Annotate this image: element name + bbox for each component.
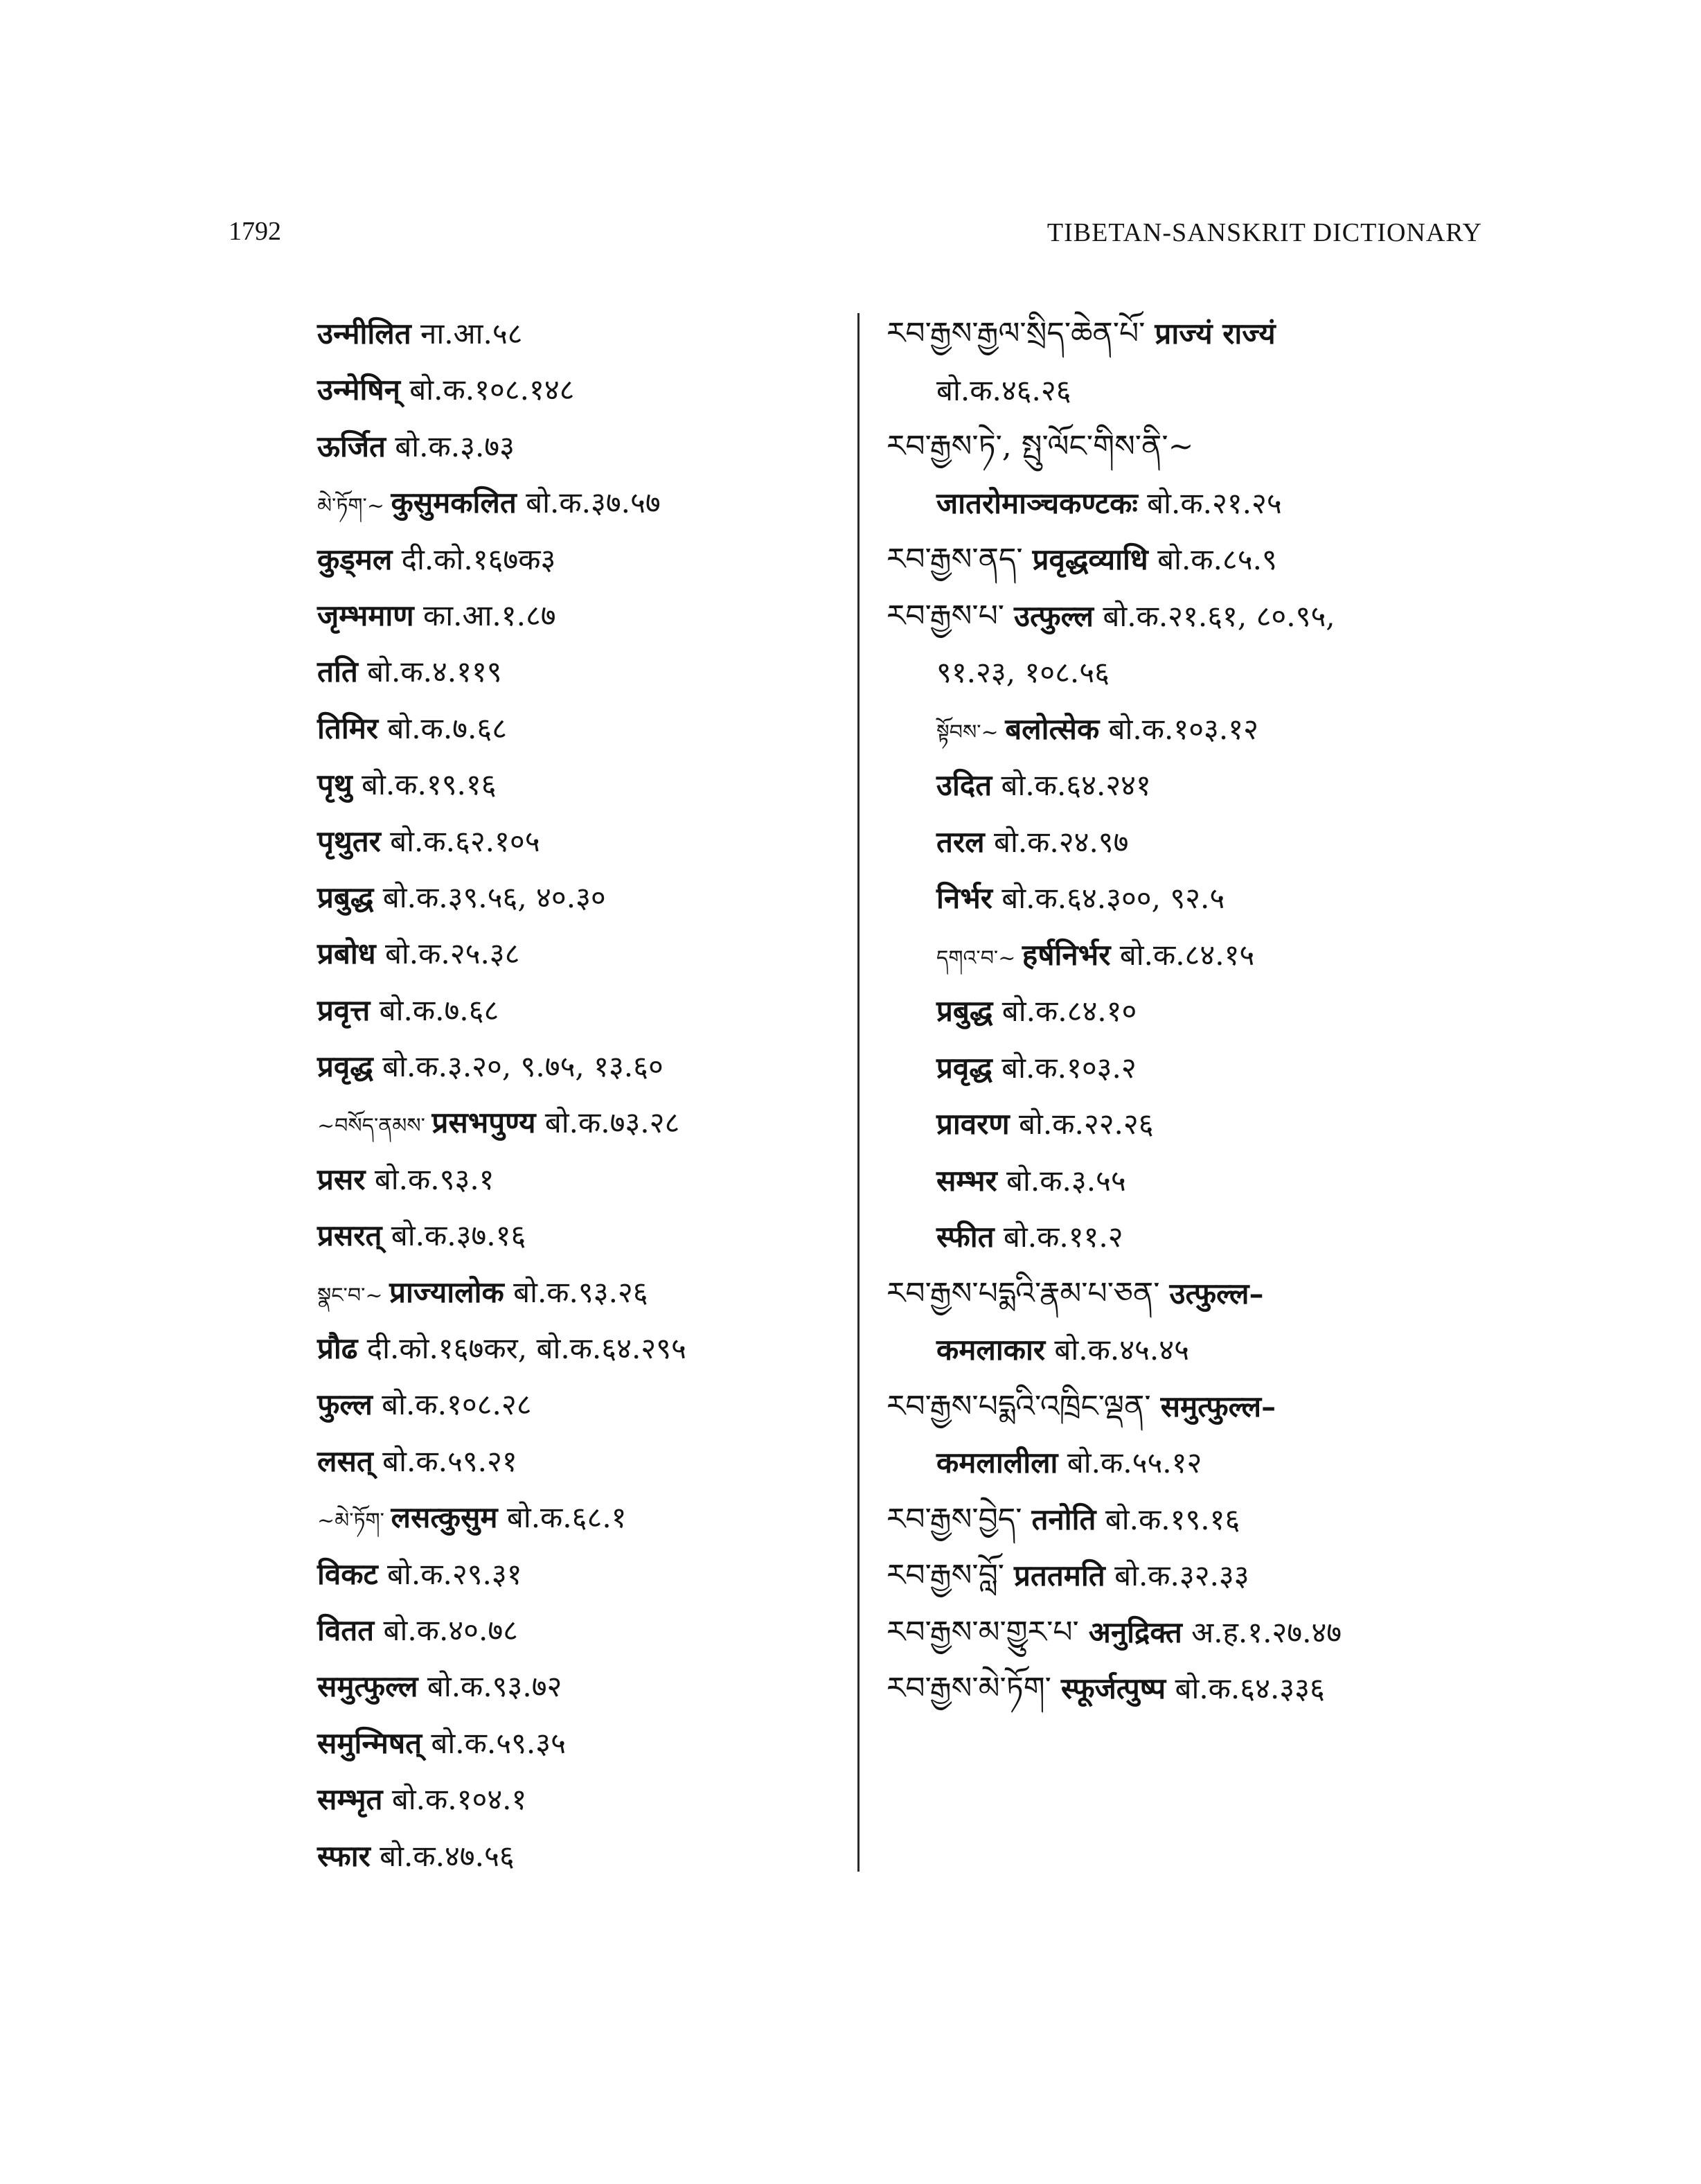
source-reference: बो.क.३२.३३	[1105, 1559, 1249, 1592]
dictionary-entry	[887, 1220, 1496, 1280]
dictionary-entry	[887, 598, 1496, 659]
source-reference: बो.क.२१.६१, ८०.९५,	[1094, 598, 1335, 633]
source-reference: बो.क.७३.२८	[535, 1106, 680, 1140]
sanskrit-headword: हर्षनिर्भर	[1022, 937, 1111, 972]
dictionary-entry	[317, 767, 830, 827]
sanskrit-headword: ऊर्जित	[317, 429, 386, 463]
dictionary-entry	[317, 1444, 830, 1504]
tibetan-term: རབ་རྒྱས་རྒྱལ་སྲིད་ཆེན་པོ་	[887, 316, 1155, 351]
sanskrit-headword: उन्मीलित	[317, 317, 411, 350]
sanskrit-headword: स्फार	[317, 1838, 371, 1873]
sanskrit-headword: प्रबुद्ध	[317, 880, 374, 914]
source-reference: बो.क.३.२०, ९.७५, १३.६०	[373, 1049, 664, 1084]
source-reference: बो.क.३७.५७	[516, 486, 661, 520]
source-reference: बो.क.१०४.१	[382, 1782, 527, 1817]
tibetan-term: རབ་རྒྱས་ནད་	[887, 542, 1033, 577]
dictionary-entry	[317, 429, 830, 489]
dictionary-entry	[317, 936, 830, 996]
dictionary-entry	[317, 1838, 830, 1899]
sanskrit-headword: जातरोमाञ्चकण्टकः	[936, 486, 1138, 520]
sanskrit-headword: विकट	[317, 1556, 378, 1591]
sanskrit-headword: तरल	[936, 824, 985, 859]
dictionary-entry	[887, 1501, 1496, 1563]
column-rule	[857, 313, 860, 1872]
dictionary-entry	[317, 1613, 830, 1673]
running-head: TIBETAN-SANSKRIT DICTIONARY	[1047, 218, 1482, 247]
dictionary-entry	[317, 880, 830, 940]
dictionary-entry	[317, 1106, 830, 1165]
dictionary-entry	[317, 1275, 830, 1335]
sanskrit-headword: प्रावरण	[936, 1107, 1010, 1141]
dictionary-entry	[887, 1558, 1496, 1619]
source-reference: ९१.२३, १०८.५६	[936, 655, 1110, 689]
dictionary-entry	[887, 711, 1496, 772]
tibetan-term: རབ་རྒྱས་པདྨའི་འཁྲིང་ལྡན་	[887, 1388, 1161, 1424]
left-column	[317, 317, 830, 1899]
source-reference: बो.क.४०.७८	[374, 1613, 519, 1647]
sanskrit-headword: प्रवृद्धव्याधि	[1032, 542, 1148, 576]
sanskrit-headword: पृथु	[317, 767, 353, 802]
source-reference: बो.क.६८.१	[497, 1500, 627, 1535]
source-reference: बो.क.१०३.१२	[1099, 711, 1258, 746]
source-reference: बो.क.६४.३३६	[1166, 1671, 1325, 1705]
source-reference: बो.क.९३.२६	[504, 1275, 648, 1309]
dictionary-entry	[887, 1388, 1496, 1450]
source-reference: बो.क.३.७३	[385, 429, 515, 463]
source-reference: बो.क.२१.२५	[1137, 486, 1282, 520]
dictionary-entry	[317, 1162, 830, 1222]
tibetan-prefix: སྣང་བ་~	[317, 1283, 390, 1308]
dictionary-entry	[887, 542, 1496, 603]
dictionary-entry	[887, 768, 1496, 828]
sanskrit-headword: जृम्भमाण	[317, 598, 414, 632]
sanskrit-headword: अनुद्रिक्त	[1088, 1615, 1182, 1649]
dictionary-entry	[887, 1614, 1496, 1676]
dictionary-entry	[887, 994, 1496, 1054]
tibetan-term: རབ་རྒྱས་བློ་	[887, 1558, 1015, 1593]
tibetan-term: རབ་རྒྱས་མ་གྱུར་པ་	[887, 1614, 1089, 1650]
dictionary-entry	[317, 1218, 830, 1278]
sanskrit-headword: लसत्	[317, 1444, 373, 1478]
source-reference: दी.को.१६७क३	[392, 542, 556, 576]
dictionary-entry	[317, 1500, 830, 1560]
source-reference: बो.क.११.२	[994, 1220, 1123, 1254]
sanskrit-headword: समुत्फुल्ल	[317, 1669, 418, 1704]
tibetan-prefix: ~མེ་ཏོག་	[317, 1509, 391, 1534]
sanskrit-headword: कमलालीला	[936, 1446, 1058, 1480]
source-reference: बो.क.१०८.२८	[372, 1387, 532, 1422]
sanskrit-headword: फुल्ल	[317, 1387, 373, 1422]
tibetan-term: རབ་རྒྱས་མེ་ཏོག་	[887, 1671, 1061, 1706]
source-reference: बो.क.३.५५	[997, 1163, 1126, 1198]
dictionary-entry	[887, 316, 1496, 377]
dictionary-entry	[317, 1669, 830, 1729]
source-reference: बो.क.६४.२४१	[992, 768, 1151, 802]
sanskrit-headword: प्रसर	[317, 1162, 366, 1196]
dictionary-entry	[317, 486, 830, 545]
sanskrit-headword: वितत	[317, 1613, 375, 1647]
sanskrit-headword: प्रबोध	[317, 936, 376, 971]
source-reference: बो.क.४५.४५	[1045, 1333, 1189, 1367]
source-reference: दी.को.१६७कर, बो.क.६४.२९५	[357, 1331, 686, 1366]
sanskrit-headword: निर्भर	[936, 881, 992, 915]
sanskrit-headword: तिमिर	[317, 711, 378, 745]
sanskrit-headword: प्रसभपुण्य	[431, 1106, 536, 1140]
source-reference: बो.क.१९.१६	[1096, 1502, 1240, 1536]
source-reference: बो.क.५९.३५	[422, 1725, 566, 1760]
source-reference: बो.क.३९.५६, ४०.३०	[373, 880, 606, 914]
dictionary-entry	[887, 824, 1496, 885]
source-reference: अ.ह.१.२७.४७	[1182, 1615, 1342, 1649]
dictionary-entry	[317, 1782, 830, 1842]
dictionary-entry	[317, 824, 830, 884]
dictionary-entry	[887, 1163, 1496, 1224]
tibetan-prefix: མེ་ཏོག་~	[317, 494, 391, 519]
sanskrit-headword: प्रसरत्	[317, 1218, 382, 1253]
dictionary-entry	[317, 1387, 830, 1447]
tibetan-term: རབ་རྒྱས་ཏེ་, སྤུ་ལོང་གིས་ནི་~	[887, 429, 1194, 464]
sanskrit-headword: उत्फुल्ल	[1014, 598, 1094, 633]
sanskrit-headword: बलोत्सेक	[1005, 711, 1100, 746]
source-reference: बो.क.१९.१६	[352, 767, 497, 802]
dictionary-entry	[887, 881, 1496, 941]
sanskrit-headword: उदित	[936, 768, 992, 802]
source-reference: बो.क.३७.१६	[382, 1218, 526, 1253]
source-reference: बो.क.५९.२१	[373, 1444, 517, 1478]
source-reference: बो.क.७.६८	[370, 993, 499, 1027]
dictionary-entry	[317, 373, 830, 432]
sanskrit-headword: उत्फुल्ल–	[1169, 1276, 1264, 1311]
sanskrit-headword: तति	[317, 655, 358, 689]
dictionary-entry	[317, 993, 830, 1053]
dictionary-entry	[887, 1275, 1496, 1337]
sanskrit-headword: प्रवृत्त	[317, 993, 371, 1027]
sanskrit-headword: स्फूर्जत्पुष्प	[1060, 1671, 1166, 1705]
sanskrit-headword: उन्मेषिन्	[317, 373, 400, 407]
source-reference: बो.क.२९.३१	[377, 1556, 522, 1591]
dictionary-entry	[887, 1107, 1496, 1167]
source-reference: बो.क.४७.५६	[370, 1838, 515, 1873]
right-column	[887, 316, 1496, 1732]
source-reference: बो.क.२२.२६	[1009, 1107, 1154, 1141]
source-reference: बो.क.८४.१५	[1110, 937, 1255, 972]
source-reference: बो.क.५५.१२	[1058, 1446, 1202, 1480]
dictionary-entry	[887, 1671, 1496, 1732]
dictionary-entry	[317, 1049, 830, 1109]
source-reference: बो.क.१०३.२	[992, 1050, 1137, 1085]
sanskrit-headword: स्फीत	[936, 1220, 995, 1254]
page-number: 1792	[229, 217, 281, 246]
tibetan-term: རབ་རྒྱས་པ་	[887, 598, 1015, 634]
sanskrit-headword: समुत्फुल्ल–	[1160, 1389, 1276, 1423]
dictionary-entry	[887, 486, 1496, 547]
dictionary-entry	[317, 1725, 830, 1786]
sanskrit-headword: समुन्मिषत्	[317, 1725, 422, 1760]
dictionary-entry	[317, 542, 830, 602]
sanskrit-headword: लसत्कुसुम	[391, 1500, 498, 1535]
sanskrit-headword: प्राज्यं राज्यं	[1155, 317, 1276, 350]
sanskrit-headword: प्रवृद्ध	[936, 1050, 992, 1085]
dictionary-entry	[317, 1556, 830, 1617]
sanskrit-headword: कुसुमकलित	[391, 486, 517, 520]
source-reference: बो.क.४६.२६	[936, 373, 1071, 407]
dictionary-entry	[887, 1050, 1496, 1111]
source-reference: ना.आ.५८	[411, 317, 523, 350]
dictionary-entry	[317, 711, 830, 771]
sanskrit-headword: प्राज्यालोक	[389, 1275, 504, 1309]
dictionary-entry	[887, 1446, 1496, 1506]
sanskrit-headword: कुड्मल	[317, 542, 393, 576]
source-reference: बो.क.९३.७२	[418, 1669, 562, 1704]
source-reference: बो.क.९३.१	[365, 1162, 495, 1196]
source-reference: बो.क.१०८.१४८	[400, 373, 575, 407]
source-reference: का.आ.१.८७	[413, 598, 556, 632]
sanskrit-headword: सम्भर	[936, 1163, 997, 1198]
source-reference: बो.क.४.११९	[357, 655, 502, 689]
dictionary-entry	[317, 317, 830, 376]
dictionary-entry	[887, 937, 1496, 998]
dictionary-entry	[887, 1333, 1496, 1393]
sanskrit-headword: प्रततमति	[1014, 1559, 1105, 1592]
sanskrit-headword: प्रबुद्ध	[936, 994, 993, 1028]
source-reference: बो.क.७.६८	[378, 711, 508, 745]
sanskrit-headword: कमलाकार	[936, 1333, 1046, 1367]
dictionary-entry	[887, 429, 1496, 490]
tibetan-term: རབ་རྒྱས་པདྨའི་རྣམ་པ་ཅན་	[887, 1275, 1170, 1311]
source-reference: बो.क.८५.९	[1148, 542, 1277, 576]
tibetan-prefix: དགའ་བ་~	[936, 945, 1022, 970]
dictionary-entry	[887, 373, 1496, 434]
dictionary-entry	[887, 655, 1496, 716]
sanskrit-headword: तनोति	[1031, 1502, 1096, 1536]
source-reference: बो.क.६२.१०५	[380, 824, 540, 858]
tibetan-prefix: ~བསོད་ནམས་	[317, 1114, 432, 1139]
sanskrit-headword: प्रवृद्ध	[317, 1049, 373, 1084]
source-reference: बो.क.२५.३८	[375, 936, 520, 971]
sanskrit-headword: पृथुतर	[317, 824, 381, 858]
source-reference: बो.क.६४.३००, ९२.५	[992, 881, 1225, 915]
tibetan-term: རབ་རྒྱས་བྱེད་	[887, 1501, 1032, 1537]
sanskrit-headword: प्रौढ	[317, 1331, 358, 1366]
source-reference: बो.क.८४.१०	[992, 994, 1137, 1028]
dictionary-entry	[317, 655, 830, 714]
tibetan-prefix: སྟོབས་~	[936, 720, 1006, 745]
source-reference: बो.क.२४.९७	[984, 824, 1129, 859]
dictionary-entry	[317, 598, 830, 658]
dictionary-entry	[317, 1331, 830, 1391]
sanskrit-headword: सम्भृत	[317, 1782, 383, 1817]
